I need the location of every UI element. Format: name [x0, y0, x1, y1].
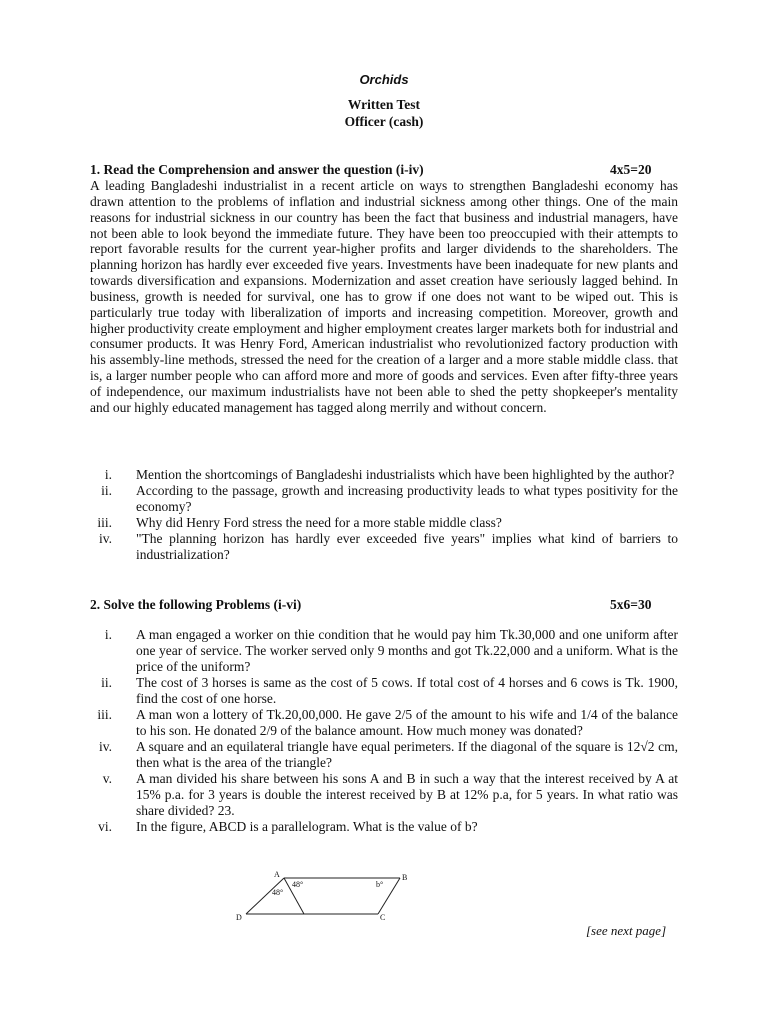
vertex-label-a: A	[274, 870, 280, 879]
parallelogram-figure	[228, 866, 413, 926]
item-text: Mention the shortcomings of Bangladeshi industrialists which have been highlighted by the author?	[136, 467, 675, 482]
angle-label-top: 48°	[292, 880, 304, 889]
item-number: i.	[104, 627, 112, 642]
vertex-label-b: B	[402, 873, 408, 882]
list-item	[90, 739, 678, 771]
org-name: Orchids	[359, 72, 409, 87]
item-number: i.	[104, 467, 112, 482]
list-item	[90, 531, 678, 563]
item-text: "The planning horizon has hardly ever exceeded five years" implies what kind of barriers to industrialization?	[136, 531, 678, 562]
test-title: Written Test	[347, 97, 421, 112]
item-text: A man divided his share between his sons A and B in such a way that the interest received by A at 15% p.a. for 3 years is double the interest received by B at 12% p.a, for 5 years. In what ratio was share divided? 23.	[136, 771, 678, 818]
list-item	[90, 707, 678, 739]
question-2-heading	[90, 597, 678, 613]
question-2-marks: 5x6=30	[610, 597, 652, 612]
item-text: A man won a lottery of Tk.20,00,000. He gave 2/5 of the amount to his wife and 1/4 of the balance to his son. He donated 2/9 of the balance amount. How much money was donated?	[136, 707, 678, 738]
item-number: ii.	[101, 483, 112, 498]
item-text: In the figure, ABCD is a parallelogram. What is the value of b?	[136, 819, 478, 834]
angle-label-b: b°	[376, 880, 384, 889]
list-item	[90, 675, 678, 707]
item-text: A square and an equilateral triangle have equal perimeters. If the diagonal of the square is 12√2 cm, then what is the area of the triangle?	[136, 739, 678, 770]
list-item	[90, 515, 678, 531]
item-number: vi.	[98, 819, 112, 834]
comprehension-passage: A leading Bangladeshi industrialist in a recent article on ways to strengthen Bangladeshi economy has drawn attention to the problems of inflation and industrial sickness among other things. One of the main reasons for industrial sickness in our country has been the fact that business and industrial managers, have not been able to look beyond the immediate future. They have been too preoccupied with their attempts to report favorable results for the current year-higher profits and larger dividends to the shareholders. The planning horizon has hardly ever exceeded five years. Investments have been inadequate for new plants and towards diversification and expansions. Modernization and asset creation have seriously lagged behind. In business, growth is needed for survival, one has to grow if one does not want to be wiped out. This is particularly true today with liberalization of imports and increasing competition. Moreover, growth and higher productivity create employment and higher employment creates larger markets both for industrial and consumer products. It was Henry Ford, American industrialist who revolutionized factory production with his assembly-line methods, stressed the need for the creation of a larger and a more stable middle class. that is, a larger number people who can afford more and more of goods and services. Even after fifty-three years of independence, our maximum industrialists have not been able to shed the petty shopkeeper's mentality and our highly educated management has tagged along merrily and without concern.	[90, 178, 678, 415]
item-text: Why did Henry Ford stress the need for a more stable middle class?	[136, 515, 502, 530]
item-number: iii.	[97, 707, 112, 722]
item-text: A man engaged a worker on thie condition that he would pay him Tk.30,000 and one uniform after one year of service. The worker served only 9 months and got Tk.22,000 and a uniform. What is the price of the uniform?	[136, 627, 678, 674]
question-1-marks: 4x5=20	[610, 162, 652, 177]
item-number: v.	[102, 771, 112, 786]
list-item	[90, 771, 678, 819]
list-item	[90, 483, 678, 515]
item-number: iii.	[97, 515, 112, 530]
test-subtitle: Officer (cash)	[344, 114, 424, 129]
list-item	[90, 467, 678, 483]
question-2-text: 2. Solve the following Problems (i-vi)	[90, 597, 302, 612]
list-item	[90, 627, 678, 675]
item-text: According to the passage, growth and increasing productivity leads to what types positivity for the economy?	[136, 483, 678, 514]
vertex-label-c: C	[380, 913, 386, 922]
item-number: ii.	[101, 675, 112, 690]
item-number: iv.	[99, 739, 112, 754]
question-2-list	[90, 627, 678, 835]
question-1-text: 1. Read the Comprehension and answer the question (i-iv)	[90, 162, 424, 177]
question-1-list	[90, 467, 678, 563]
vertex-label-d: D	[236, 913, 242, 922]
angle-label-inner: 48°	[272, 888, 284, 897]
see-next-page: [see next page]	[586, 923, 667, 938]
item-number: iv.	[99, 531, 112, 546]
item-text: The cost of 3 horses is same as the cost of 5 cows. If total cost of 4 horses and 6 cows is Tk. 1900, find the cost of one horse.	[136, 675, 678, 706]
question-1-heading	[90, 162, 678, 178]
list-item	[90, 819, 678, 835]
